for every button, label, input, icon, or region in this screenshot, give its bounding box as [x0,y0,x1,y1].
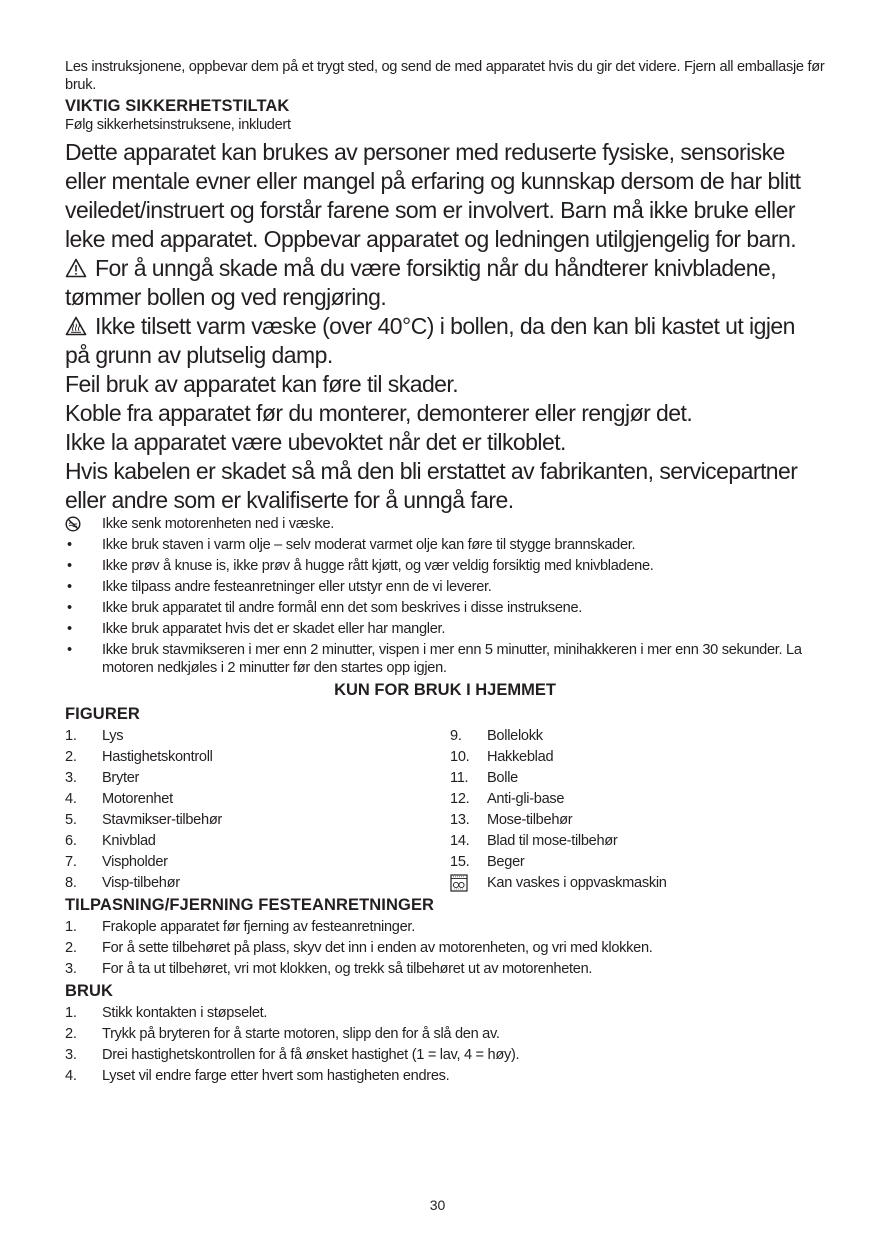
figures-column-left [65,724,450,892]
safety-subheading: Følg sikkerhetsinstruksene, inkludert [65,117,291,133]
figure-item [450,790,825,808]
bullet-text: Ikke bruk stavmikseren i mer enn 2 minutter, vispen i mer enn 5 minutter, minihakkeren i mer enn 30 sekunder. La motoren nedkjøles i 2 minutter før den startes opp igjen. [102,642,802,676]
bullet-marker: • [67,558,72,574]
dishwasher-icon [450,874,487,892]
figure-number: 7. [65,854,77,870]
usage-heading: BRUK [65,982,114,1000]
step-number: 2. [65,940,77,956]
bullet-item [65,578,825,596]
figure-number: 2. [65,749,77,765]
step-text: Lyset vil endre farge etter hvert som hastigheten endres. [102,1068,450,1084]
figure-label: Visp-tilbehør [102,875,180,891]
figure-number: 6. [65,833,77,849]
figure-item [65,727,450,745]
usage-steps [65,1004,825,1085]
bullet-item [65,599,825,617]
bullet-item [65,641,825,677]
figure-label: Bryter [102,770,140,786]
bullet-marker: • [67,642,72,658]
figures-heading: FIGURER [65,705,140,723]
bullet-text: Ikke bruk apparatet hvis det er skadet eller har mangler. [102,621,446,637]
figure-number: 15. [450,854,470,870]
figure-item [65,811,450,829]
figure-item [450,727,825,745]
safety-paragraph: Dette apparatet kan brukes av personer med reduserte fysiske, sensoriske eller mentale evner eller mangel på erfaring og kunnskap dersom de har blitt veiledet/instruert og forstår farene som er involvert. Barn må ikke bruke eller leke med apparatet. Oppbevar apparatet og ledningen utilgjengelig for barn. [65,139,801,252]
figure-item [450,832,825,850]
safety-line-misuse: Feil bruk av apparatet kan føre til skader. [65,371,459,397]
figure-number: 8. [65,875,77,891]
safety-bullet-list [65,515,825,677]
bullet-marker: • [67,579,72,595]
fitting-step [65,918,825,936]
figures-column-right [450,724,825,892]
figure-label: Bolle [487,770,518,786]
fitting-steps [65,918,825,978]
figure-number: 5. [65,812,77,828]
figure-label: Hakkeblad [487,749,554,765]
figure-item [65,769,450,787]
figure-item [65,853,450,871]
figure-label: Mose-tilbehør [487,812,573,828]
figure-item [65,790,450,808]
figure-item [65,874,450,892]
figure-number: 10. [450,749,470,765]
step-number: 2. [65,1026,77,1042]
figure-number: 12. [450,791,470,807]
figure-number: 11. [450,770,469,786]
bullet-text: Ikke tilpass andre festeanretninger eller utstyr enn de vi leverer. [102,579,492,595]
bullet-marker: • [67,600,72,616]
step-number: 3. [65,1047,77,1063]
safety-line-unattended: Ikke la apparatet være ubevoktet når det er tilkoblet. [65,429,566,455]
hot-surface-warning-icon [65,316,95,336]
page-number: 30 [429,1197,446,1213]
figure-number: 9. [450,728,462,744]
step-number: 4. [65,1068,77,1084]
figure-label: Blad til mose-tilbehør [487,833,618,849]
dishwasher-text: Kan vaskes i oppvaskmaskin [487,875,667,891]
intro-text: Les instruksjonene, oppbevar dem på et trygt sted, og send de med apparatet hvis du gir det videre. Fjern all emballasje før bruk. [65,59,825,93]
figure-number: 14. [450,833,470,849]
fitting-heading: TILPASNING/FJERNING FESTEANRETNINGER [65,896,435,914]
figure-label: Anti-gli-base [487,791,565,807]
bullet-text: Ikke prøv å knuse is, ikke prøv å hugge rått kjøtt, og vær veldig forsiktig med knivbladene. [102,558,654,574]
no-immerse-icon [65,515,102,532]
step-text: For å ta ut tilbehøret, vri mot klokken, og trekk så tilbehøret ut av motorenheten. [102,961,593,977]
bullet-item [65,620,825,638]
warning-knives-text: For å unngå skade må du være forsiktig når du håndterer knivbladene, tømmer bollen og ved rengjøring. [65,255,777,310]
figure-item [450,748,825,766]
usage-step [65,1004,825,1022]
step-number: 1. [65,1005,77,1021]
figure-item [450,811,825,829]
warning-triangle-icon [65,258,95,278]
figure-item [65,748,450,766]
usage-step [65,1067,825,1085]
figure-label: Lys [102,728,124,744]
figures-list [65,724,825,892]
safety-large-block [65,138,825,515]
figure-number: 13. [450,812,470,828]
safety-line-cable: Hvis kabelen er skadet så må den bli erstattet av fabrikanten, servicepartner eller andre som er kvalifiserte for å unngå fare. [65,458,798,513]
document-page [65,58,825,1085]
fitting-step [65,939,825,957]
step-number: 3. [65,961,77,977]
figure-label: Knivblad [102,833,156,849]
bullet-item [65,536,825,554]
step-text: Frakople apparatet før fjerning av festeanretninger. [102,919,415,935]
usage-step [65,1025,825,1043]
bullet-marker: • [67,621,72,637]
figure-item [450,853,825,871]
bullet-item [65,557,825,575]
figure-number: 1. [65,728,77,744]
usage-step [65,1046,825,1064]
figure-label: Vispholder [102,854,168,870]
bullet-text: Ikke bruk apparatet til andre formål enn det som beskrives i disse instruksene. [102,600,583,616]
dishwasher-item [450,874,825,892]
figure-label: Motorenhet [102,791,173,807]
figure-number: 4. [65,791,77,807]
step-text: For å sette tilbehøret på plass, skyv det inn i enden av motorenheten, og vri med klokken. [102,940,653,956]
step-text: Drei hastighetskontrollen for å få ønsket hastighet (1 = lav, 4 = høy). [102,1047,520,1063]
home-use-only: KUN FOR BRUK I HJEMMET [334,681,556,699]
figure-label: Hastighetskontroll [102,749,213,765]
bullet-text: Ikke bruk staven i varm olje – selv moderat varmet olje kan føre til stygge brannskader. [102,537,636,553]
step-text: Trykk på bryteren for å starte motoren, slipp den for å slå den av. [102,1026,500,1042]
figure-label: Stavmikser-tilbehør [102,812,222,828]
figure-item [65,832,450,850]
step-number: 1. [65,919,77,935]
step-text: Stikk kontakten i støpselet. [102,1005,268,1021]
no-immerse-text: Ikke senk motorenheten ned i væske. [102,516,335,532]
warning-hot-liquid-text: Ikke tilsett varm væske (over 40°C) i bollen, da den kan bli kastet ut igjen på grunn av plutselig damp. [65,313,795,368]
figure-item [450,769,825,787]
bullet-marker: • [67,537,72,553]
figure-label: Beger [487,854,525,870]
figure-number: 3. [65,770,77,786]
figure-label: Bollelokk [487,728,543,744]
warning-knives [65,254,825,312]
warning-hot-liquid [65,312,825,370]
no-immerse-item [65,515,825,533]
safety-line-disconnect: Koble fra apparatet før du monterer, demonterer eller rengjør det. [65,400,693,426]
safety-heading: VIKTIG SIKKERHETSTILTAK [65,97,290,115]
fitting-step [65,960,825,978]
